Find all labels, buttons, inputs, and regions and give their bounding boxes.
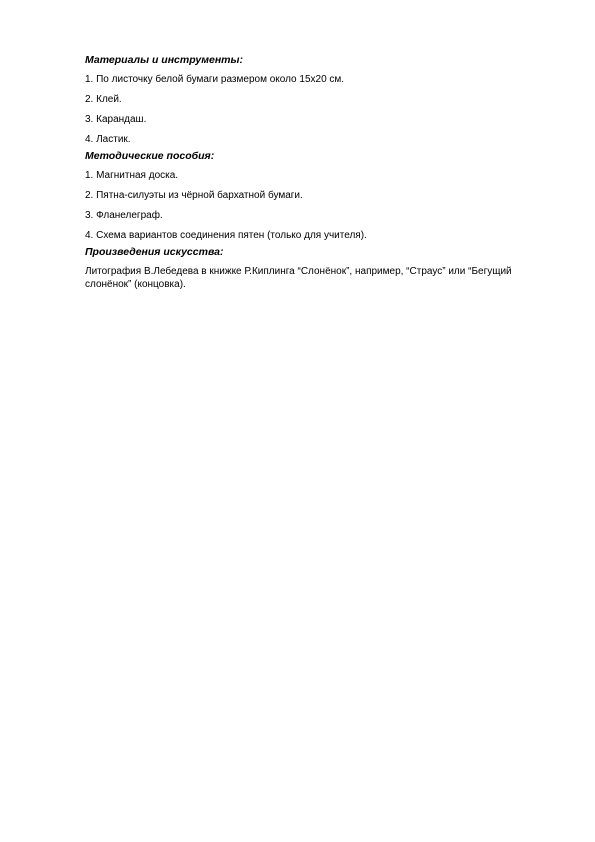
artworks-heading: Произведения искусства:	[85, 246, 224, 258]
materials-item: 3. Карандаш.	[85, 114, 147, 125]
teaching-aids-item: 1. Магнитная доска.	[85, 170, 179, 181]
materials-item: 1. По листочку белой бумаги размером около 15х20 см.	[85, 74, 345, 85]
materials-item: 2. Клей.	[85, 94, 122, 105]
materials-heading: Материалы и инструменты:	[85, 54, 243, 66]
materials-section	[85, 54, 555, 146]
teaching-aids-item: 4. Схема вариантов соединения пятен (только для учителя).	[85, 230, 367, 241]
artworks-item: Литография В.Лебедева в книжке Р.Киплинга “Слонёнок”, например, “Страус” или “Бегущий слонёнок” (концовка).	[85, 266, 512, 290]
artworks-section	[85, 246, 555, 291]
teaching-aids-heading: Методические пособия:	[85, 150, 215, 162]
document-page	[85, 54, 555, 298]
teaching-aids-section	[85, 150, 555, 242]
teaching-aids-item: 3. Фланелеграф.	[85, 210, 163, 221]
teaching-aids-item: 2. Пятна-силуэты из чёрной бархатной бумаги.	[85, 190, 303, 201]
materials-item: 4. Ластик.	[85, 134, 131, 145]
